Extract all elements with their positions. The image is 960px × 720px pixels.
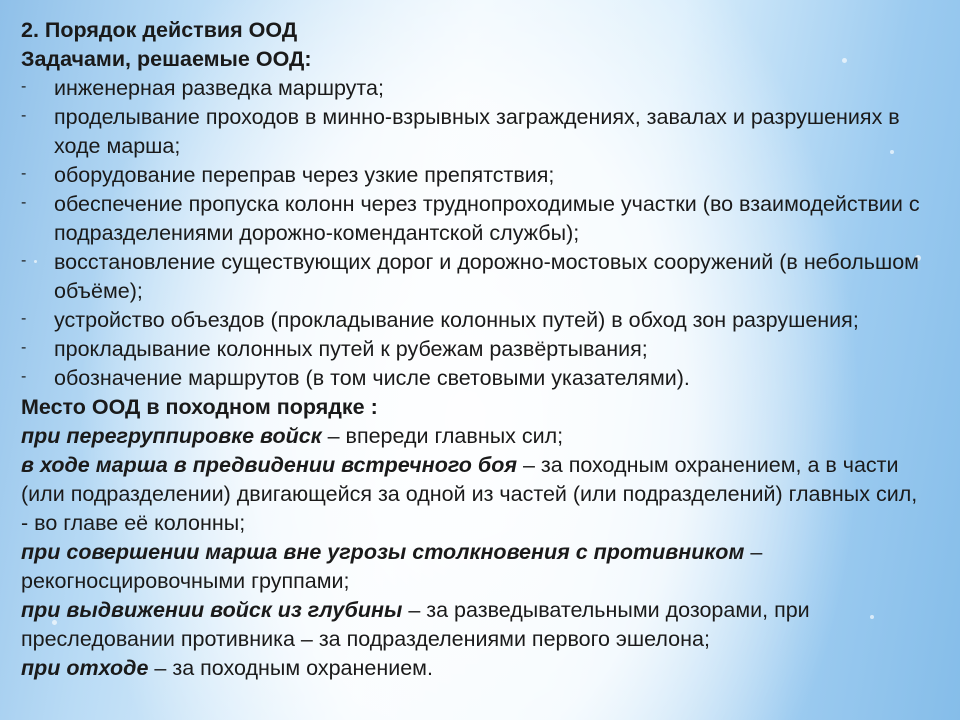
placement-item xyxy=(21,654,921,683)
task-text: устройство объездов (прокладывание колонных путей) в обход зон разрушения; xyxy=(54,308,859,332)
slide-content xyxy=(21,16,921,683)
bullet-dash: - xyxy=(21,165,27,182)
placement-condition: при отходе xyxy=(21,656,149,680)
placement-item xyxy=(21,538,921,596)
bullet-dash: - xyxy=(21,368,27,385)
task-text: инженерная разведка маршрута; xyxy=(54,76,384,100)
task-item xyxy=(21,306,921,335)
tasks-list xyxy=(21,74,921,393)
placement-item xyxy=(21,422,921,451)
task-item xyxy=(21,335,921,364)
task-text: обеспечение пропуска колонн через труднопроходимые участки (во взаимодействии с подразделениями дорожно-комендантской службы); xyxy=(54,192,920,245)
task-item xyxy=(21,161,921,190)
placement-condition: при выдвижении войск из глубины xyxy=(21,598,403,622)
placement-item xyxy=(21,451,921,538)
placement-position: – за разведывательными дозорами, при преследовании противника – за подразделениями первого эшелона; xyxy=(21,598,810,651)
placement-position: – впереди главных сил; xyxy=(321,424,564,448)
place-title: Место ООД в походном порядке : xyxy=(21,395,378,419)
placement-item xyxy=(21,596,921,654)
section-title: 2. Порядок действия ООД xyxy=(21,18,298,42)
bullet-dash: - xyxy=(21,252,27,269)
placement-condition: при совершении марша вне угрозы столкновения с противником xyxy=(21,540,745,564)
tasks-title: Задачами, решаемые ООД: xyxy=(21,47,312,71)
task-item xyxy=(21,74,921,103)
placement-position: – рекогносцировочными группами; xyxy=(21,540,763,593)
bullet-dash: - xyxy=(21,78,27,95)
task-text: оборудование переправ через узкие препятствия; xyxy=(54,163,555,187)
task-text: обозначение маршрутов (в том числе световыми указателями). xyxy=(54,366,690,390)
bullet-dash: - xyxy=(21,339,27,356)
bullet-dash: - xyxy=(21,194,27,211)
task-item xyxy=(21,364,921,393)
placement-position: – за походным охранением. xyxy=(148,656,433,680)
placement-condition: при перегруппировке войск xyxy=(21,424,322,448)
bullet-dash: - xyxy=(21,107,27,124)
bullet-dash: - xyxy=(21,310,27,327)
placement-position: – за походным охранением, а в части (или подразделении) двигающейся за одной из частей (или подразделений) главных сил, - во главе её колонны; xyxy=(21,453,918,535)
task-text: прокладывание колонных путей к рубежам развёртывания; xyxy=(54,337,648,361)
task-item xyxy=(21,103,921,161)
placement-condition: в ходе марша в предвидении встречного боя xyxy=(21,453,517,477)
task-text: проделывание проходов в минно-взрывных заграждениях, завалах и разрушениях в ходе марша; xyxy=(54,105,900,158)
task-item xyxy=(21,190,921,248)
task-item xyxy=(21,248,921,306)
task-text: восстановление существующих дорог и дорожно-мостовых сооружений (в небольшом объёме); xyxy=(54,250,919,303)
